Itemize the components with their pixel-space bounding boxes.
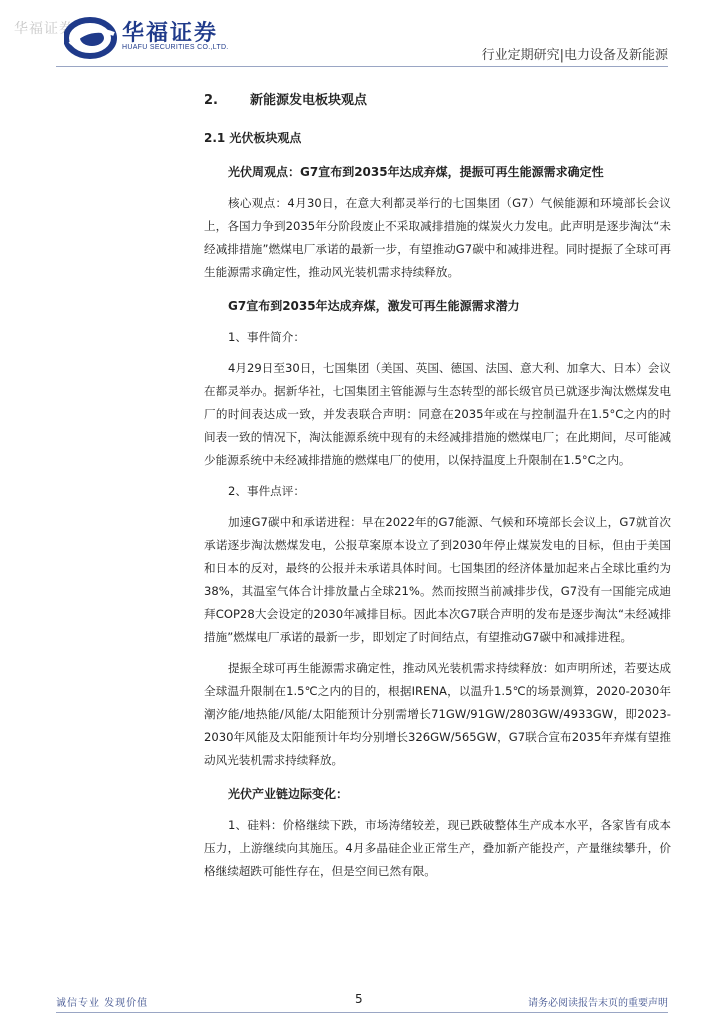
paragraph: 加速G7碳中和承诺进程：早在2022年的G7能源、气候和环境部长会议上，G7就首次承诺逐步淘汰燃煤发电，公报草案原本设立了到2030年停止煤炭发电的目标，但由于美国和日本的反对，最终的公报并未承诺具体时间。七国集团的经济体量加起来占全球比重约为38%，其温室气体合计排放量占全球21%。然而按照当前减排步伐，G7没有一国能完成迪拜COP28大会设定的2030年减排目标。因此本次G7联合声明的发布是逐步淘汰“未经减排措施”燃煤电厂承诺的最新一步，即划定了时间结点，有望推动G7碳中和减排进程。 [204, 515, 671, 644]
paragraph-heading: G7宣布到2035年达成弃煤，激发可再生能源需求潜力 [228, 299, 520, 313]
header-divider [56, 66, 668, 67]
report-category: 行业定期研究|电力设备及新能源 [481, 48, 668, 63]
section-title: 新能源发电板块观点 [250, 93, 368, 108]
section-number: 2. [204, 93, 218, 108]
paragraph: 1、硅料：价格继续下跌，市场涛绪较差，现已跌破整体生产成本水平，各家皆有成本压力，上游继续向其施压。4月多晶硅企业正常生产，叠加新产能投产，产量继续攀升，价格继续超跌可能性存在，但是空间已然有限。 [204, 818, 671, 878]
paragraph-heading: 光伏周观点：G7宣布到2035年达成弃煤，提振可再生能源需求确定性 [228, 165, 604, 179]
footer-divider [56, 1012, 668, 1013]
company-logo [64, 14, 244, 60]
page-number: 5 [355, 992, 363, 1006]
logo-english-name: HUAFU SECURITIES CO.,LTD. [122, 44, 229, 51]
section-heading [204, 88, 671, 114]
paragraph-heading: 光伏产业链边际变化： [228, 787, 349, 801]
footer-slogan: 诚信专业 发现价值 [56, 998, 149, 1009]
footer-disclaimer: 请务必阅读报告末页的重要声明 [528, 998, 668, 1009]
watermark: 华福证券 [14, 21, 74, 37]
paragraph: 2、事件点评： [228, 484, 305, 498]
paragraph: 提振全球可再生能源需求确定性，推动风光装机需求持续释放：如声明所述，若要达成全球温升限制在1.5℃之内的目的，根据IRENA，以温升1.5℃的场景测算，2020-2030年潮汐能/地热能/风能/太阳能预计分别需增长71GW/91GW/2803GW/4933GW，即2023-2030年风能及太阳能预计年均分别增长326GW/565GW，G7联合宣布2035年弃煤有望推动风光装机需求持续释放。 [204, 661, 671, 767]
logo-swirl-icon [64, 14, 120, 60]
logo-chinese-name: 华福证券 [122, 20, 219, 46]
report-body [204, 88, 671, 883]
paragraph: 核心观点：4月30日，在意大利都灵举行的七国集团（G7）气候能源和环境部长会议上，各国力争到2035年分阶段废止不采取减排措施的煤炭火力发电。此声明是逐步淘汰“未经减排措施”燃煤电厂承诺的最新一步，有望推动G7碳中和减排进程。同时提振了全球可再生能源需求确定性，推动风光装机需求持续释放。 [204, 196, 671, 279]
paragraph: 4月29日至30日，七国集团（美国、英国、德国、法国、意大利、加拿大、日本）会议在都灵举办。据新华社，七国集团主管能源与生态转型的部长级官员已就逐步淘汰燃煤发电厂的时间表达成一致，并发表联合声明：同意在2035年或在与控制温升在1.5°C之内的时间表一致的情况下，淘汰能源系统中现有的未经减排措施的燃煤电厂；在此期间，尽可能减少能源系统中未经减排措施的燃煤电厂的使用，以保持温度上升限制在1.5°C之内。 [204, 361, 671, 467]
subsection-heading: 2.1 光伏板块观点 [204, 131, 302, 145]
paragraph: 1、事件简介： [228, 330, 305, 344]
paragraph-list [204, 160, 671, 883]
